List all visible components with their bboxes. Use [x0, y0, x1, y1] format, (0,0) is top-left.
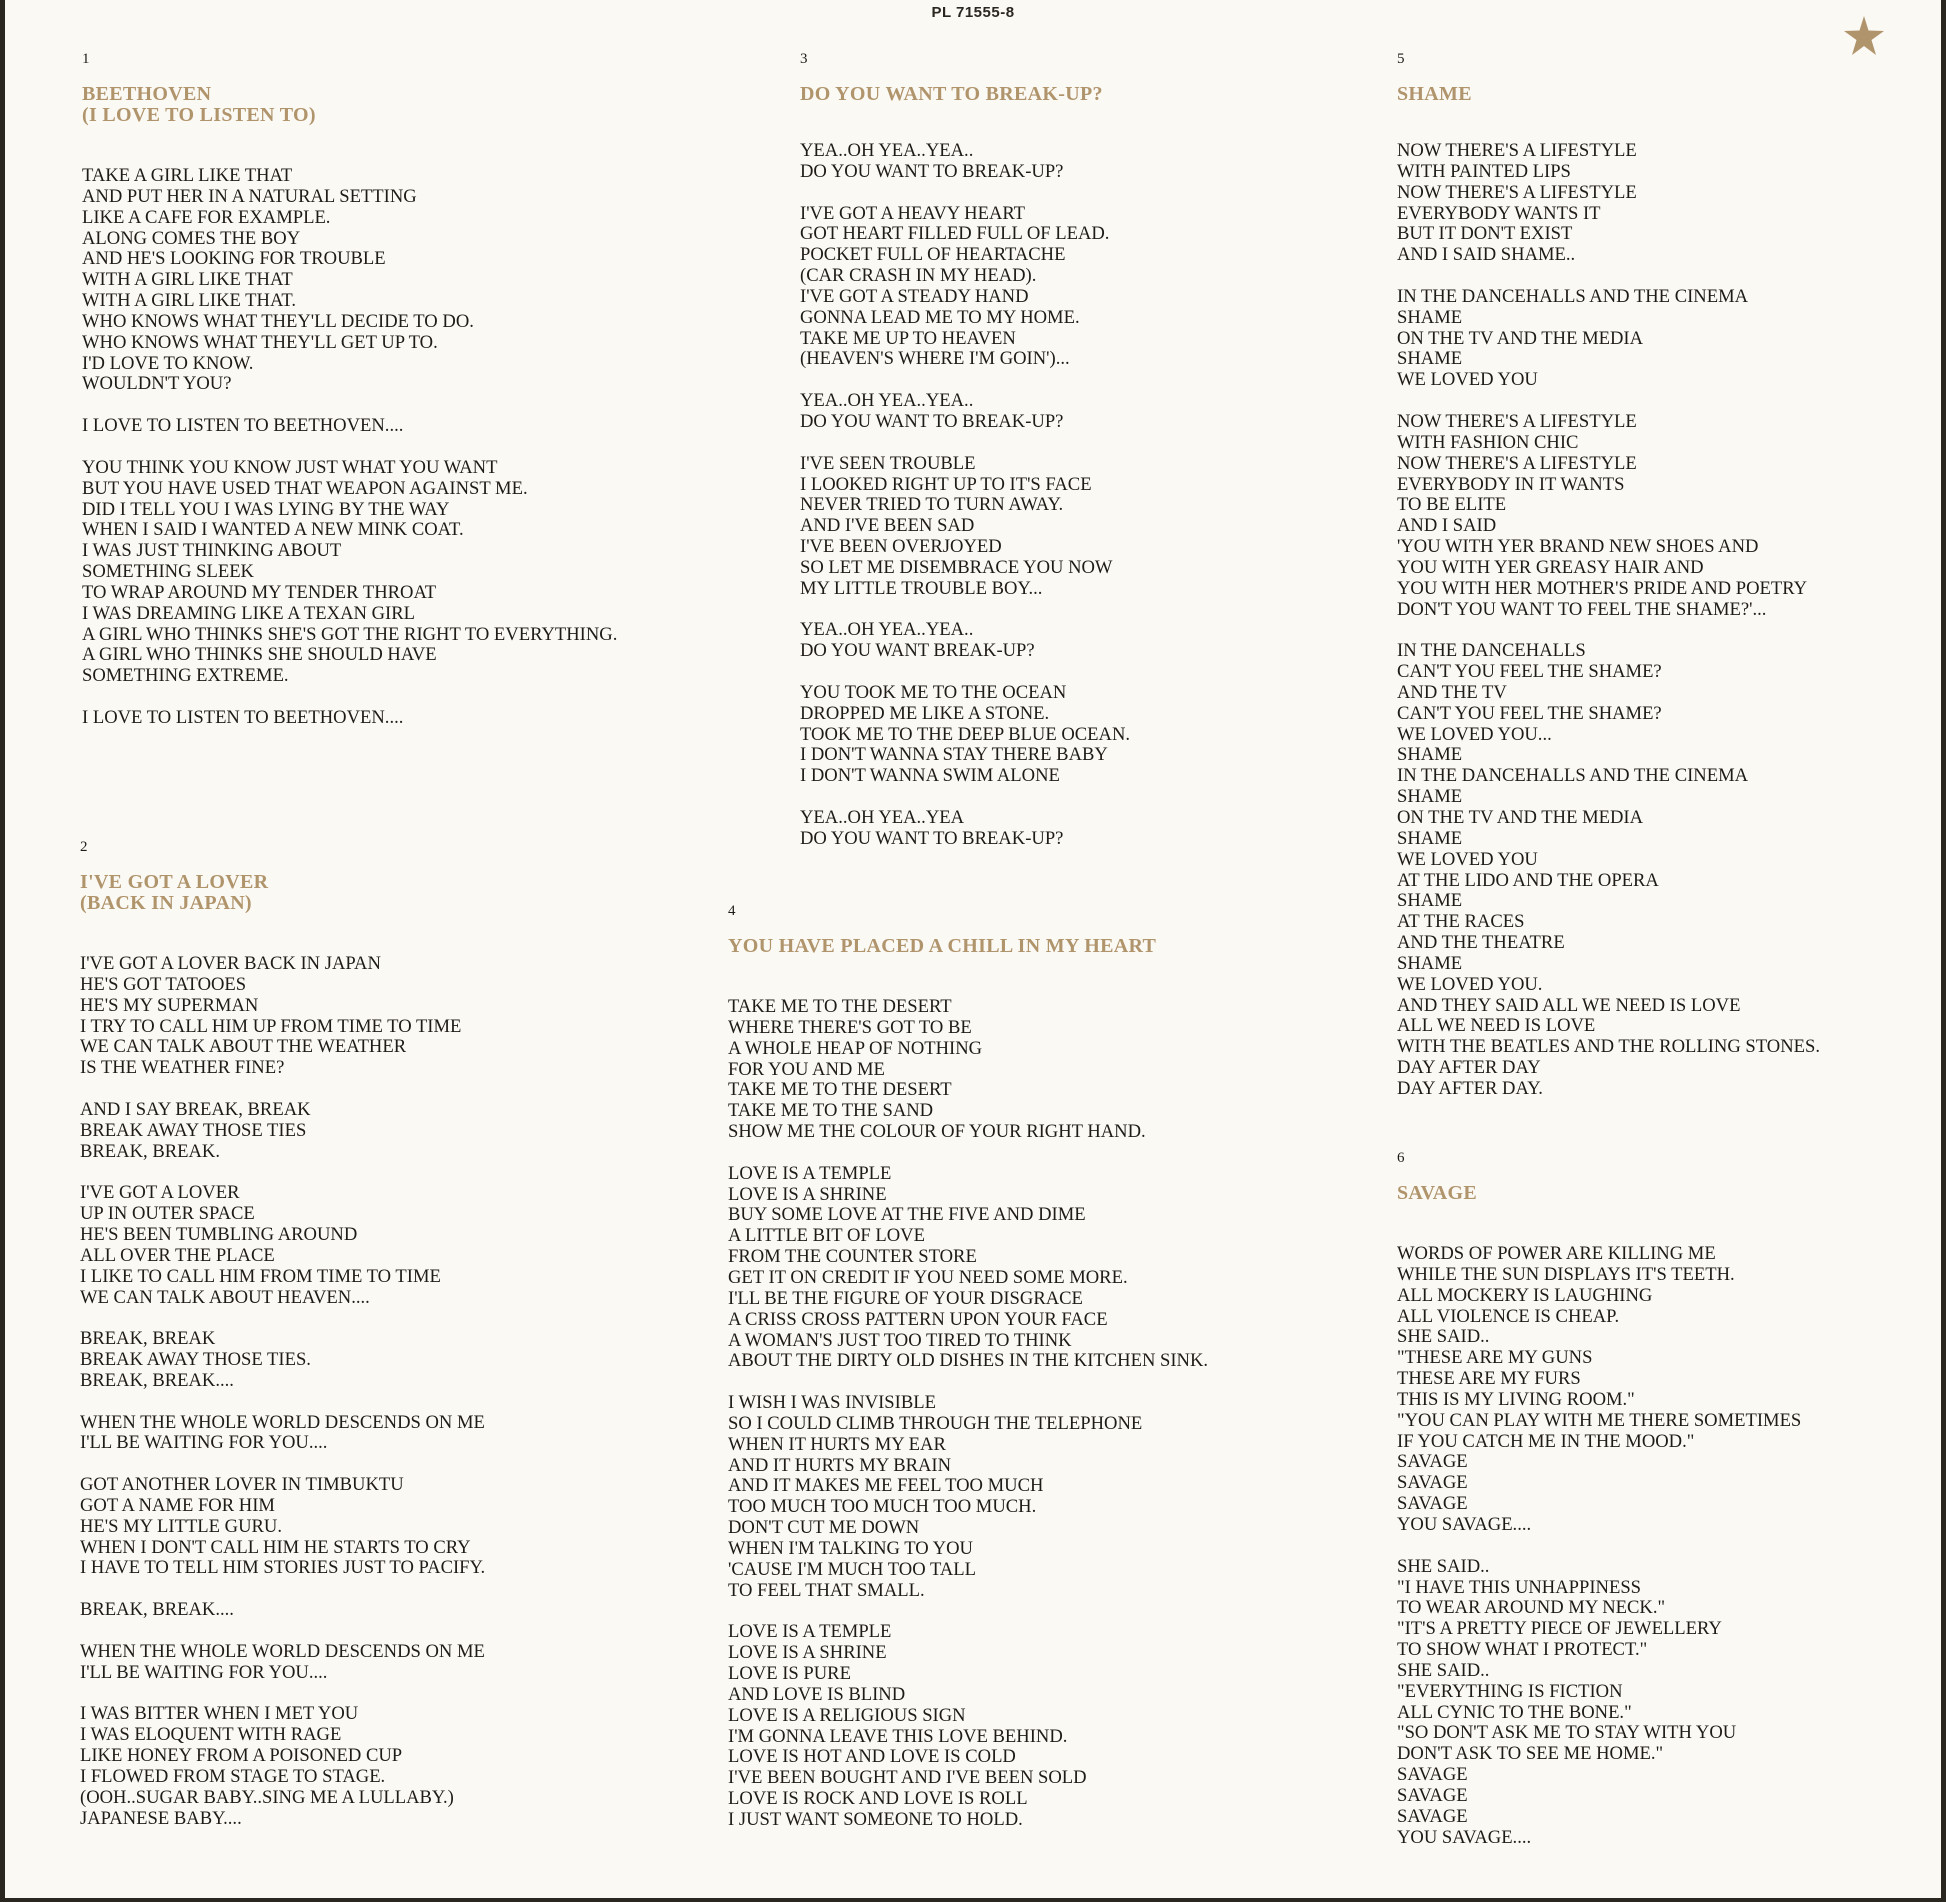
- lyric-line: GONNA LEAD ME TO MY HOME.: [800, 306, 1080, 328]
- lyric-line: DID I TELL YOU I WAS LYING BY THE WAY: [82, 498, 450, 520]
- lyric-line: WHO KNOWS WHAT THEY'LL DECIDE TO DO.: [82, 310, 474, 332]
- lyric-line: AND I SAID SHAME..: [1397, 244, 1576, 266]
- lyric-line: I LOVE TO LISTEN TO BEETHOVEN....: [82, 415, 404, 437]
- song-title: [728, 936, 1208, 957]
- lyric-line: SHOW ME THE COLOUR OF YOUR RIGHT HAND.: [728, 1121, 1146, 1143]
- lyric-line: I'M GONNA LEAVE THIS LOVE BEHIND.: [728, 1725, 1068, 1747]
- lyric-line: HE'S GOT TATOOES: [80, 973, 247, 995]
- left-edge-border: [0, 0, 5, 1902]
- lyric-line: SHAME: [1397, 890, 1463, 912]
- song-6: [1397, 1147, 1801, 1848]
- lyric-line: TOO MUCH TOO MUCH TOO MUCH.: [728, 1496, 1037, 1518]
- lyric-line: I WAS BITTER WHEN I MET YOU: [80, 1703, 359, 1725]
- song-number: 6: [1397, 1150, 1405, 1166]
- lyric-line: "SO DON'T ASK ME TO STAY WITH YOU: [1397, 1722, 1737, 1744]
- lyric-line: A GIRL WHO THINKS SHE SHOULD HAVE: [82, 644, 437, 666]
- lyric-line: FOR YOU AND ME: [728, 1058, 885, 1080]
- song-title-line: I'VE GOT A LOVER: [80, 871, 269, 893]
- lyric-line: I TRY TO CALL HIM UP FROM TIME TO TIME: [80, 1015, 462, 1037]
- lyric-line: AND IT HURTS MY BRAIN: [728, 1454, 952, 1476]
- lyric-line: YEA..OH YEA..YEA..: [800, 619, 974, 641]
- song-4: [728, 900, 1208, 1831]
- stanza-break: [728, 1372, 1208, 1393]
- lyric-line: A GIRL WHO THINKS SHE'S GOT THE RIGHT TO EVERYTHING.: [82, 623, 618, 645]
- lyric-line: SHE SAID..: [1397, 1326, 1490, 1348]
- lyric-line: ALL WE NEED IS LOVE: [1397, 1015, 1596, 1037]
- lyric-line: AT THE RACES: [1397, 911, 1525, 933]
- lyric-line: NOW THERE'S A LIFESTYLE: [1397, 181, 1637, 203]
- lyric-line: LOVE IS PURE: [728, 1663, 851, 1684]
- stanza-break: [1397, 266, 1820, 287]
- lyric-line: I'VE GOT A HEAVY HEART: [800, 202, 1026, 224]
- song-number: 4: [728, 903, 736, 919]
- lyric-line: SHE SAID..: [1397, 1659, 1490, 1681]
- lyrics-block: [82, 166, 617, 729]
- lyric-line: ALONG COMES THE BOY: [82, 227, 301, 249]
- lyric-line: WOULDN'T YOU?: [82, 373, 232, 395]
- stanza-break: [800, 600, 1130, 621]
- lyric-line: DO YOU WANT BREAK-UP?: [800, 640, 1035, 662]
- lyric-line: IN THE DANCEHALLS AND THE CINEMA: [1397, 765, 1749, 787]
- lyric-line: LOVE IS ROCK AND LOVE IS ROLL: [728, 1788, 1028, 1810]
- song-title: [82, 84, 617, 126]
- lyric-line: "THESE ARE MY GUNS: [1397, 1347, 1593, 1369]
- lyric-line: ALL VIOLENCE IS CHEAP.: [1397, 1305, 1620, 1327]
- lyric-line: SHAME: [1397, 306, 1463, 328]
- lyric-line: CAN'T YOU FEEL THE SHAME?: [1397, 702, 1662, 724]
- lyric-line: I'D LOVE TO KNOW.: [82, 352, 254, 374]
- lyric-line: WE LOVED YOU...: [1397, 723, 1552, 745]
- catalog-number: PL 71555-8: [931, 4, 1015, 21]
- lyrics-block: [800, 141, 1130, 850]
- lyrics-block: [1397, 141, 1820, 1100]
- lyric-line: WITH THE BEATLES AND THE ROLLING STONES.: [1397, 1036, 1820, 1058]
- lyric-line: A LITTLE BIT OF LOVE: [728, 1225, 925, 1247]
- lyric-line: WITH PAINTED LIPS: [1397, 160, 1571, 182]
- lyric-line: GOT ANOTHER LOVER IN TIMBUKTU: [80, 1474, 404, 1496]
- lyric-line: YEA..OH YEA..YEA: [800, 807, 965, 828]
- lyric-line: CAN'T YOU FEEL THE SHAME?: [1397, 661, 1662, 683]
- lyric-line: YOU WITH YER GREASY HAIR AND: [1397, 556, 1704, 578]
- song-title-line: SAVAGE: [1397, 1182, 1477, 1204]
- lyric-line: HE'S MY LITTLE GURU.: [80, 1515, 283, 1537]
- lyric-line: YEA..OH YEA..YEA..: [800, 390, 974, 412]
- lyric-line: I LOVE TO LISTEN TO BEETHOVEN....: [82, 706, 404, 728]
- stanza-break: [1397, 1536, 1801, 1557]
- lyric-line: AND THEY SAID ALL WE NEED IS LOVE: [1397, 994, 1741, 1016]
- lyric-line: "YOU CAN PLAY WITH ME THERE SOMETIMES: [1397, 1409, 1802, 1431]
- stanza-break: [80, 1162, 485, 1183]
- lyric-line: YOU SAVAGE....: [1397, 1513, 1532, 1535]
- song-title: [1397, 1183, 1801, 1204]
- lyric-line: DAY AFTER DAY.: [1397, 1077, 1543, 1099]
- lyric-line: BREAK AWAY THOSE TIES: [80, 1119, 307, 1141]
- song-title: [1397, 84, 1820, 105]
- song-number: 5: [1397, 51, 1405, 67]
- lyric-line: BUY SOME LOVE AT THE FIVE AND DIME: [728, 1204, 1086, 1226]
- lyric-line: GOT HEART FILLED FULL OF LEAD.: [800, 223, 1110, 245]
- lyric-line: DON'T YOU WANT TO FEEL THE SHAME?'...: [1397, 598, 1767, 620]
- lyric-line: WITH FASHION CHIC: [1397, 431, 1579, 453]
- lyric-line: AND THE TV: [1397, 681, 1507, 703]
- lyric-line: WE CAN TALK ABOUT HEAVEN....: [80, 1286, 370, 1308]
- lyric-line: "EVERYTHING IS FICTION: [1397, 1680, 1623, 1702]
- lyric-line: I HAVE TO TELL HIM STORIES JUST TO PACIFY.: [80, 1557, 486, 1579]
- lyric-line: 'CAUSE I'M MUCH TOO TALL: [728, 1558, 976, 1580]
- lyric-line: IN THE DANCEHALLS: [1397, 640, 1586, 662]
- lyric-line: TAKE ME TO THE DESERT: [728, 996, 952, 1017]
- lyric-line: SO I COULD CLIMB THROUGH THE TELEPHONE: [728, 1412, 1143, 1434]
- lyric-line: IS THE WEATHER FINE?: [80, 1057, 285, 1079]
- lyric-line: I WISH I WAS INVISIBLE: [728, 1392, 936, 1414]
- lyric-line: ABOUT THE DIRTY OLD DISHES IN THE KITCHEN SINK.: [728, 1350, 1209, 1372]
- lyric-line: I JUST WANT SOMEONE TO HOLD.: [728, 1808, 1023, 1830]
- star-icon: [1842, 14, 1886, 58]
- lyric-line: LIKE A CAFE FOR EXAMPLE.: [82, 206, 331, 228]
- lyric-line: I LOOKED RIGHT UP TO IT'S FACE: [800, 473, 1092, 495]
- stanza-break: [800, 662, 1130, 683]
- song-1: [82, 48, 617, 729]
- lyric-line: I'LL BE WAITING FOR YOU....: [80, 1661, 328, 1683]
- lyric-line: HE'S MY SUPERMAN: [80, 994, 259, 1016]
- lyric-line: WHEN I SAID I WANTED A NEW MINK COAT.: [82, 519, 464, 541]
- lyric-line: BREAK AWAY THOSE TIES.: [80, 1349, 311, 1371]
- lyric-line: SHE SAID..: [1397, 1555, 1490, 1577]
- lyric-line: I'VE BEEN BOUGHT AND I'VE BEEN SOLD: [728, 1767, 1087, 1789]
- lyric-line: A WHOLE HEAP OF NOTHING: [728, 1037, 983, 1059]
- stanza-break: [82, 395, 617, 416]
- lyric-line: ON THE TV AND THE MEDIA: [1397, 807, 1644, 828]
- lyric-line: SAVAGE: [1397, 1764, 1468, 1786]
- lyric-line: SHAME: [1397, 952, 1463, 974]
- lyric-line: JAPANESE BABY....: [80, 1807, 242, 1829]
- lyric-line: TO FEEL THAT SMALL.: [728, 1579, 925, 1601]
- lyric-line: WORDS OF POWER ARE KILLING ME: [1397, 1243, 1716, 1264]
- stanza-break: [800, 183, 1130, 204]
- lyric-line: AND THE THEATRE: [1397, 932, 1565, 954]
- lyric-line: WE LOVED YOU.: [1397, 973, 1543, 995]
- lyric-line: EVERYBODY IN IT WANTS: [1397, 473, 1625, 495]
- lyric-line: NOW THERE'S A LIFESTYLE: [1397, 140, 1637, 161]
- lyric-line: (OOH..SUGAR BABY..SING ME A LULLABY.): [80, 1786, 454, 1808]
- lyric-line: WITH A GIRL LIKE THAT: [82, 269, 293, 291]
- lyric-line: DO YOU WANT TO BREAK-UP?: [800, 410, 1064, 432]
- lyric-line: SAVAGE: [1397, 1451, 1468, 1473]
- lyric-line: BUT YOU HAVE USED THAT WEAPON AGAINST ME.: [82, 477, 528, 499]
- lyric-line: IF YOU CATCH ME IN THE MOOD.": [1397, 1430, 1695, 1452]
- lyric-line: UP IN OUTER SPACE: [80, 1203, 255, 1225]
- lyric-line: WE LOVED YOU: [1397, 848, 1538, 870]
- song-title: [80, 872, 485, 914]
- lyric-line: YOU SAVAGE....: [1397, 1826, 1532, 1848]
- lyric-line: SAVAGE: [1397, 1784, 1468, 1806]
- stanza-break: [800, 433, 1130, 454]
- lyric-line: THESE ARE MY FURS: [1397, 1368, 1581, 1390]
- song-number: 2: [80, 839, 88, 855]
- lyric-line: AND LOVE IS BLIND: [728, 1683, 906, 1705]
- lyric-line: AT THE LIDO AND THE OPERA: [1397, 869, 1659, 891]
- stanza-break: [1397, 391, 1820, 412]
- lyric-line: I'VE BEEN OVERJOYED: [800, 536, 1002, 558]
- stanza-break: [80, 1392, 485, 1413]
- lyric-line: DO YOU WANT TO BREAK-UP?: [800, 160, 1064, 182]
- lyric-line: YEA..OH YEA..YEA..: [800, 140, 974, 161]
- stanza-break: [80, 1621, 485, 1642]
- lyric-line: LIKE HONEY FROM A POISONED CUP: [80, 1745, 403, 1767]
- lyric-line: WE LOVED YOU: [1397, 369, 1538, 391]
- lyric-line: GOT A NAME FOR HIM: [80, 1494, 275, 1516]
- lyric-line: TAKE ME UP TO HEAVEN: [800, 327, 1016, 349]
- lyric-line: WE CAN TALK ABOUT THE WEATHER: [80, 1036, 407, 1058]
- lyric-line: SOMETHING EXTREME.: [82, 665, 289, 687]
- lyric-line: AND I SAY BREAK, BREAK: [80, 1098, 311, 1120]
- lyric-line: DAY AFTER DAY: [1397, 1057, 1541, 1079]
- song-number: 1: [82, 51, 90, 67]
- lyric-line: I WAS JUST THINKING ABOUT: [82, 540, 342, 562]
- song-title-line: DO YOU WANT TO BREAK-UP?: [800, 83, 1103, 105]
- lyric-line: WHEN I DON'T CALL HIM HE STARTS TO CRY: [80, 1536, 471, 1558]
- lyric-line: AND I SAID: [1397, 515, 1497, 537]
- lyric-line: LOVE IS A RELIGIOUS SIGN: [728, 1704, 966, 1726]
- stanza-break: [80, 1079, 485, 1100]
- lyric-line: NOW THERE'S A LIFESTYLE: [1397, 452, 1637, 474]
- lyric-line: DON'T CUT ME DOWN: [728, 1517, 920, 1539]
- lyric-line: EVERYBODY WANTS IT: [1397, 202, 1601, 224]
- lyric-line: TO BE ELITE: [1397, 494, 1507, 516]
- lyric-line: ALL OVER THE PLACE: [80, 1244, 275, 1266]
- lyric-line: MY LITTLE TROUBLE BOY...: [800, 577, 1043, 599]
- lyric-line: LOVE IS A TEMPLE: [728, 1621, 892, 1643]
- lyric-line: GET IT ON CREDIT IF YOU NEED SOME MORE.: [728, 1266, 1128, 1288]
- lyric-line: DROPPED ME LIKE A STONE.: [800, 702, 1050, 724]
- lyric-line: IN THE DANCEHALLS AND THE CINEMA: [1397, 285, 1749, 307]
- lyric-line: WHEN THE WHOLE WORLD DESCENDS ON ME: [80, 1411, 485, 1433]
- lyrics-block: [728, 997, 1208, 1831]
- lyric-line: SHAME: [1397, 786, 1463, 808]
- lyric-line: 'YOU WITH YER BRAND NEW SHOES AND: [1397, 536, 1759, 558]
- lyric-line: SAVAGE: [1397, 1805, 1468, 1827]
- lyric-line: I'LL BE THE FIGURE OF YOUR DISGRACE: [728, 1287, 1083, 1309]
- lyric-line: YOU THINK YOU KNOW JUST WHAT YOU WANT: [82, 456, 498, 478]
- lyric-line: I'VE GOT A LOVER: [80, 1182, 240, 1204]
- song-subtitle: (I LOVE TO LISTEN TO): [82, 104, 316, 126]
- lyric-line: SAVAGE: [1397, 1493, 1468, 1515]
- lyric-line: BUT IT DON'T EXIST: [1397, 223, 1573, 245]
- lyric-line: HE'S BEEN TUMBLING AROUND: [80, 1223, 358, 1245]
- lyric-line: I DON'T WANNA SWIM ALONE: [800, 765, 1060, 787]
- lyric-line: AND I'VE BEEN SAD: [800, 515, 975, 537]
- lyric-line: YOU WITH HER MOTHER'S PRIDE AND POETRY: [1397, 577, 1808, 599]
- stanza-break: [800, 370, 1130, 391]
- lyric-line: SO LET ME DISEMBRACE YOU NOW: [800, 556, 1113, 578]
- lyric-line: BREAK, BREAK: [80, 1328, 216, 1350]
- lyric-line: SAVAGE: [1397, 1472, 1468, 1494]
- stanza-break: [80, 1454, 485, 1475]
- song-title-line: SHAME: [1397, 83, 1472, 105]
- lyric-line: TAKE ME TO THE DESERT: [728, 1079, 952, 1101]
- lyric-line: SOMETHING SLEEK: [82, 561, 254, 583]
- lyric-line: NEVER TRIED TO TURN AWAY.: [800, 494, 1064, 516]
- lyrics-block: [1397, 1244, 1801, 1848]
- lyric-line: I LIKE TO CALL HIM FROM TIME TO TIME: [80, 1265, 441, 1287]
- stanza-break: [82, 437, 617, 458]
- lyric-line: I DON'T WANNA STAY THERE BABY: [800, 744, 1108, 766]
- song-2: [80, 836, 485, 1829]
- lyric-line: TO WRAP AROUND MY TENDER THROAT: [82, 581, 437, 603]
- right-edge-border: [1941, 0, 1946, 1902]
- lyric-line: AND HE'S LOOKING FOR TROUBLE: [82, 248, 386, 270]
- lyric-line: (HEAVEN'S WHERE I'M GOIN')...: [800, 348, 1070, 370]
- song-title-line: BEETHOVEN: [82, 83, 212, 105]
- bottom-edge-border: [0, 1898, 1946, 1902]
- stanza-break: [80, 1684, 485, 1705]
- lyric-line: BREAK, BREAK.: [80, 1140, 220, 1162]
- lyric-line: I FLOWED FROM STAGE TO STAGE.: [80, 1765, 386, 1787]
- lyric-line: "IT'S A PRETTY PIECE OF JEWELLERY: [1397, 1618, 1722, 1640]
- lyric-line: NOW THERE'S A LIFESTYLE: [1397, 410, 1637, 432]
- lyric-line: TAKE ME TO THE SAND: [728, 1100, 934, 1122]
- lyric-line: TOOK ME TO THE DEEP BLUE OCEAN.: [800, 723, 1131, 745]
- lyric-line: WHO KNOWS WHAT THEY'LL GET UP TO.: [82, 331, 438, 353]
- lyric-line: A WOMAN'S JUST TOO TIRED TO THINK: [728, 1329, 1072, 1351]
- song-number: 3: [800, 51, 808, 67]
- lyric-line: LOVE IS A TEMPLE: [728, 1162, 892, 1184]
- lyric-line: BREAK, BREAK....: [80, 1369, 234, 1391]
- lyric-line: A CRISS CROSS PATTERN UPON YOUR FACE: [728, 1308, 1108, 1330]
- lyric-line: I'VE GOT A LOVER BACK IN JAPAN: [80, 953, 381, 974]
- lyric-line: THIS IS MY LIVING ROOM.": [1397, 1388, 1635, 1410]
- lyric-line: DO YOU WANT TO BREAK-UP?: [800, 827, 1064, 849]
- lyric-line: DON'T ASK TO SEE ME HOME.": [1397, 1743, 1664, 1765]
- stanza-break: [800, 787, 1130, 808]
- lyric-line: LOVE IS HOT AND LOVE IS COLD: [728, 1746, 1016, 1768]
- lyric-line: ALL MOCKERY IS LAUGHING: [1397, 1284, 1653, 1306]
- stanza-break: [728, 1143, 1208, 1164]
- lyric-line: SHAME: [1397, 348, 1463, 370]
- lyric-line: WHEN IT HURTS MY EAR: [728, 1433, 946, 1455]
- stanza-break: [1397, 620, 1820, 641]
- lyric-line: WHERE THERE'S GOT TO BE: [728, 1016, 972, 1038]
- lyric-line: ALL CYNIC TO THE BONE.": [1397, 1701, 1632, 1723]
- lyric-line: WHILE THE SUN DISPLAYS IT'S TEETH.: [1397, 1263, 1735, 1285]
- lyric-line: TO WEAR AROUND MY NECK.": [1397, 1597, 1666, 1619]
- lyric-line: WHEN THE WHOLE WORLD DESCENDS ON ME: [80, 1640, 485, 1662]
- lyric-line: WITH A GIRL LIKE THAT.: [82, 290, 296, 312]
- song-5: [1397, 48, 1820, 1100]
- stanza-break: [728, 1601, 1208, 1622]
- lyric-line: FROM THE COUNTER STORE: [728, 1246, 977, 1268]
- lyric-line: I WAS DREAMING LIKE A TEXAN GIRL: [82, 602, 415, 624]
- song-title-line: YOU HAVE PLACED A CHILL IN MY HEART: [728, 935, 1157, 957]
- lyric-line: BREAK, BREAK....: [80, 1599, 234, 1621]
- lyric-line: LOVE IS A SHRINE: [728, 1642, 887, 1664]
- lyric-line: YOU TOOK ME TO THE OCEAN: [800, 681, 1067, 703]
- song-3: [800, 48, 1130, 850]
- lyric-line: I'VE GOT A STEADY HAND: [800, 285, 1029, 307]
- stanza-break: [80, 1579, 485, 1600]
- lyric-line: LOVE IS A SHRINE: [728, 1183, 887, 1205]
- lyric-line: TO SHOW WHAT I PROTECT.": [1397, 1639, 1648, 1661]
- lyric-line: I'LL BE WAITING FOR YOU....: [80, 1432, 328, 1454]
- lyric-line: ON THE TV AND THE MEDIA: [1397, 327, 1644, 349]
- stanza-break: [82, 687, 617, 708]
- song-title: [800, 84, 1130, 105]
- lyric-line: POCKET FULL OF HEARTACHE: [800, 244, 1066, 266]
- lyric-line: (CAR CRASH IN MY HEAD).: [800, 265, 1037, 287]
- song-subtitle: (BACK IN JAPAN): [80, 892, 252, 914]
- lyric-line: SHAME: [1397, 827, 1463, 849]
- lyric-line: AND IT MAKES ME FEEL TOO MUCH: [728, 1475, 1044, 1497]
- lyric-line: "I HAVE THIS UNHAPPINESS: [1397, 1576, 1642, 1598]
- lyric-line: AND PUT HER IN A NATURAL SETTING: [82, 185, 417, 207]
- stanza-break: [80, 1308, 485, 1329]
- lyrics-block: [80, 954, 485, 1829]
- lyric-line: I'VE SEEN TROUBLE: [800, 452, 976, 474]
- lyric-line: WHEN I'M TALKING TO YOU: [728, 1537, 973, 1559]
- lyric-line: I WAS ELOQUENT WITH RAGE: [80, 1724, 342, 1746]
- lyric-line: TAKE A GIRL LIKE THAT: [82, 165, 293, 186]
- lyric-line: SHAME: [1397, 744, 1463, 766]
